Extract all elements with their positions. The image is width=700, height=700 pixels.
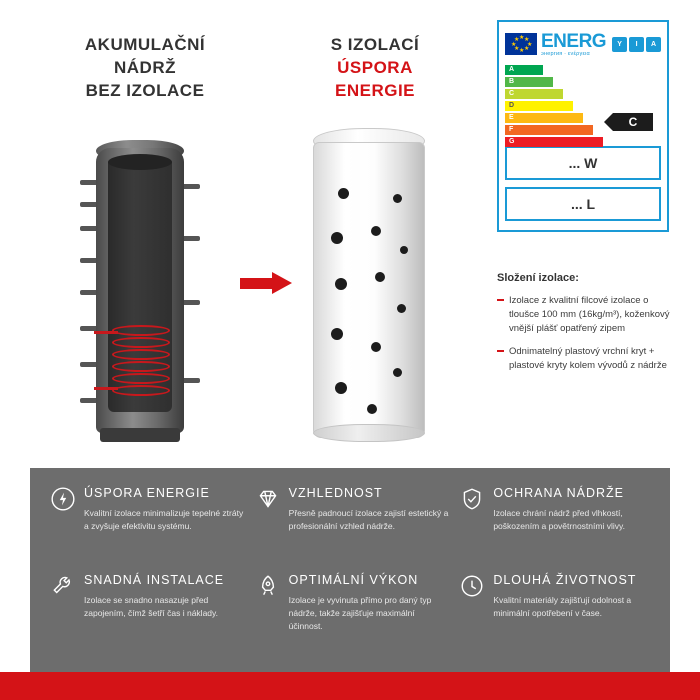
rocket-icon <box>255 573 281 599</box>
heading-tank-without-insulation <box>30 34 260 103</box>
heading-right-line-2: ÚSPORA <box>337 57 413 77</box>
insulation-port <box>367 404 377 414</box>
insulation-jacket <box>313 142 425 438</box>
insulation-port <box>393 194 402 203</box>
feature-description: Kvalitní izolace minimalizuje tepelné ztráty a zvyšuje efektivitu systému. <box>84 508 244 532</box>
eu-flag-icon: ★ ★ ★ ★ ★ ★ ★ ★ <box>505 33 537 55</box>
feature-description: Přesně padnoucí izolace zajistí estetický a profesionální vzhled nádrže. <box>288 508 449 532</box>
energy-class-bar-e: E <box>505 113 583 123</box>
heading-right-line-1: S IZOLACÍ <box>330 35 420 54</box>
tank-nozzle <box>182 236 200 241</box>
bullet-dash-icon <box>497 350 504 352</box>
energy-label-year-boxes <box>612 37 661 52</box>
bullet-dash-icon <box>497 299 504 301</box>
energy-label-year-box: A <box>646 37 661 52</box>
diamond-icon <box>255 486 281 512</box>
composition-item <box>497 294 677 335</box>
feature-description: Izolace je vyvinuta přímo pro daný typ nádrže, takže zajišťuje maximální účinnost. <box>288 595 432 632</box>
feature-title: SNADNÁ INSTALACE <box>84 573 225 587</box>
insulation-port <box>375 272 385 282</box>
feature-appearance <box>251 486 450 573</box>
energy-label-year-box: I <box>629 37 644 52</box>
energy-class-bar-a: A <box>505 65 543 75</box>
coil-turn <box>112 361 170 372</box>
feature-title: VZHLEDNOST <box>288 486 383 500</box>
feature-easy-installation <box>46 573 245 660</box>
energy-label-header <box>505 27 661 61</box>
shield-check-icon <box>459 486 485 512</box>
feature-title: OPTIMÁLNÍ VÝKON <box>288 573 419 587</box>
energy-class-bar-d: D <box>505 101 573 111</box>
insulation-port <box>331 232 343 244</box>
heading-left-line-3: BEZ IZOLACE <box>85 80 205 100</box>
features-panel <box>30 468 670 672</box>
coil-turn <box>112 373 170 384</box>
energy-class-bar-c: C <box>505 89 563 99</box>
insulation-bottom <box>313 424 425 442</box>
arrow-right-icon <box>240 272 292 294</box>
composition-item-text: Izolace z kvalitní filcové izolace o tloušce 100 mm (16kg/m³), koženkový vnější plášť opatřený zipem <box>509 295 670 334</box>
tank-with-insulation-image <box>305 128 435 448</box>
insulation-port <box>400 246 408 254</box>
heading-right-line-3: ENERGIE <box>334 80 416 100</box>
feature-long-lifetime <box>455 573 654 660</box>
heading-tank-with-insulation <box>275 34 475 103</box>
arrow-shaft <box>240 278 274 289</box>
energy-class-bar-b: B <box>505 77 553 87</box>
heating-coil <box>112 325 170 397</box>
coil-turn <box>112 325 170 336</box>
coil-turn <box>112 385 170 396</box>
tank-base <box>100 428 180 442</box>
feature-title: OCHRANA NÁDRŽE <box>493 486 625 500</box>
tank-nozzle <box>182 300 200 305</box>
insulation-port <box>397 304 406 313</box>
energy-label <box>497 20 669 232</box>
heading-left-line-2: NÁDRŽ <box>114 57 176 77</box>
insulation-port <box>371 226 381 236</box>
tank-without-insulation-image <box>78 140 202 440</box>
energy-label-subtitle: энергия · ενέργεια <box>541 51 590 57</box>
bottom-accent-bar <box>0 672 700 700</box>
energy-label-word: ENERG <box>541 31 607 52</box>
insulation-port <box>371 342 381 352</box>
clock-icon <box>459 573 485 599</box>
feature-title: ÚSPORA ENERGIE <box>84 486 210 500</box>
insulation-port <box>393 368 402 377</box>
insulation-composition <box>497 272 677 383</box>
insulation-port <box>335 382 347 394</box>
heading-left-line-1: AKUMULAČNÍ <box>84 35 206 54</box>
feature-tank-protection <box>455 486 654 573</box>
feature-description: Izolace se snadno nasazuje před zapojením, čímž šetří čas i náklady. <box>84 595 219 619</box>
insulation-port <box>335 278 347 290</box>
coil-turn <box>112 349 170 360</box>
composition-item-text: Odnimatelný plastový vrchní kryt + plastové kryty kolem vývodů z nádrže <box>509 346 667 372</box>
insulation-port <box>338 188 349 199</box>
tank-nozzle <box>182 184 200 189</box>
feature-title: DLOUHÁ ŽIVOTNOST <box>493 573 637 587</box>
arrow-head <box>272 272 292 294</box>
tank-nozzle <box>182 378 200 383</box>
tank-cutaway-top <box>108 154 172 170</box>
coil-turn <box>112 337 170 348</box>
energy-class-bars <box>505 65 661 145</box>
feature-description: Izolace chrání nádrž před vlhkostí, poškozením a povětrnostními vlivy. <box>493 508 625 532</box>
energy-label-power-value: ... W <box>505 146 661 180</box>
feature-description: Kvalitní materiály zajišťují odolnost a minimální opotřebení v čase. <box>493 595 632 619</box>
insulation-port <box>331 328 343 340</box>
energy-class-bar-g: G <box>505 137 603 147</box>
composition-title: Složení izolace: <box>497 272 579 284</box>
wrench-icon <box>50 573 76 599</box>
bolt-icon <box>50 486 76 512</box>
energy-class-bar-f: F <box>505 125 593 135</box>
feature-optimal-performance <box>251 573 450 660</box>
feature-energy-saving <box>46 486 245 573</box>
energy-class-selected: C <box>613 113 653 131</box>
composition-item <box>497 345 677 373</box>
energy-label-volume-value: ... L <box>505 187 661 221</box>
energy-label-year-box: Y <box>612 37 627 52</box>
